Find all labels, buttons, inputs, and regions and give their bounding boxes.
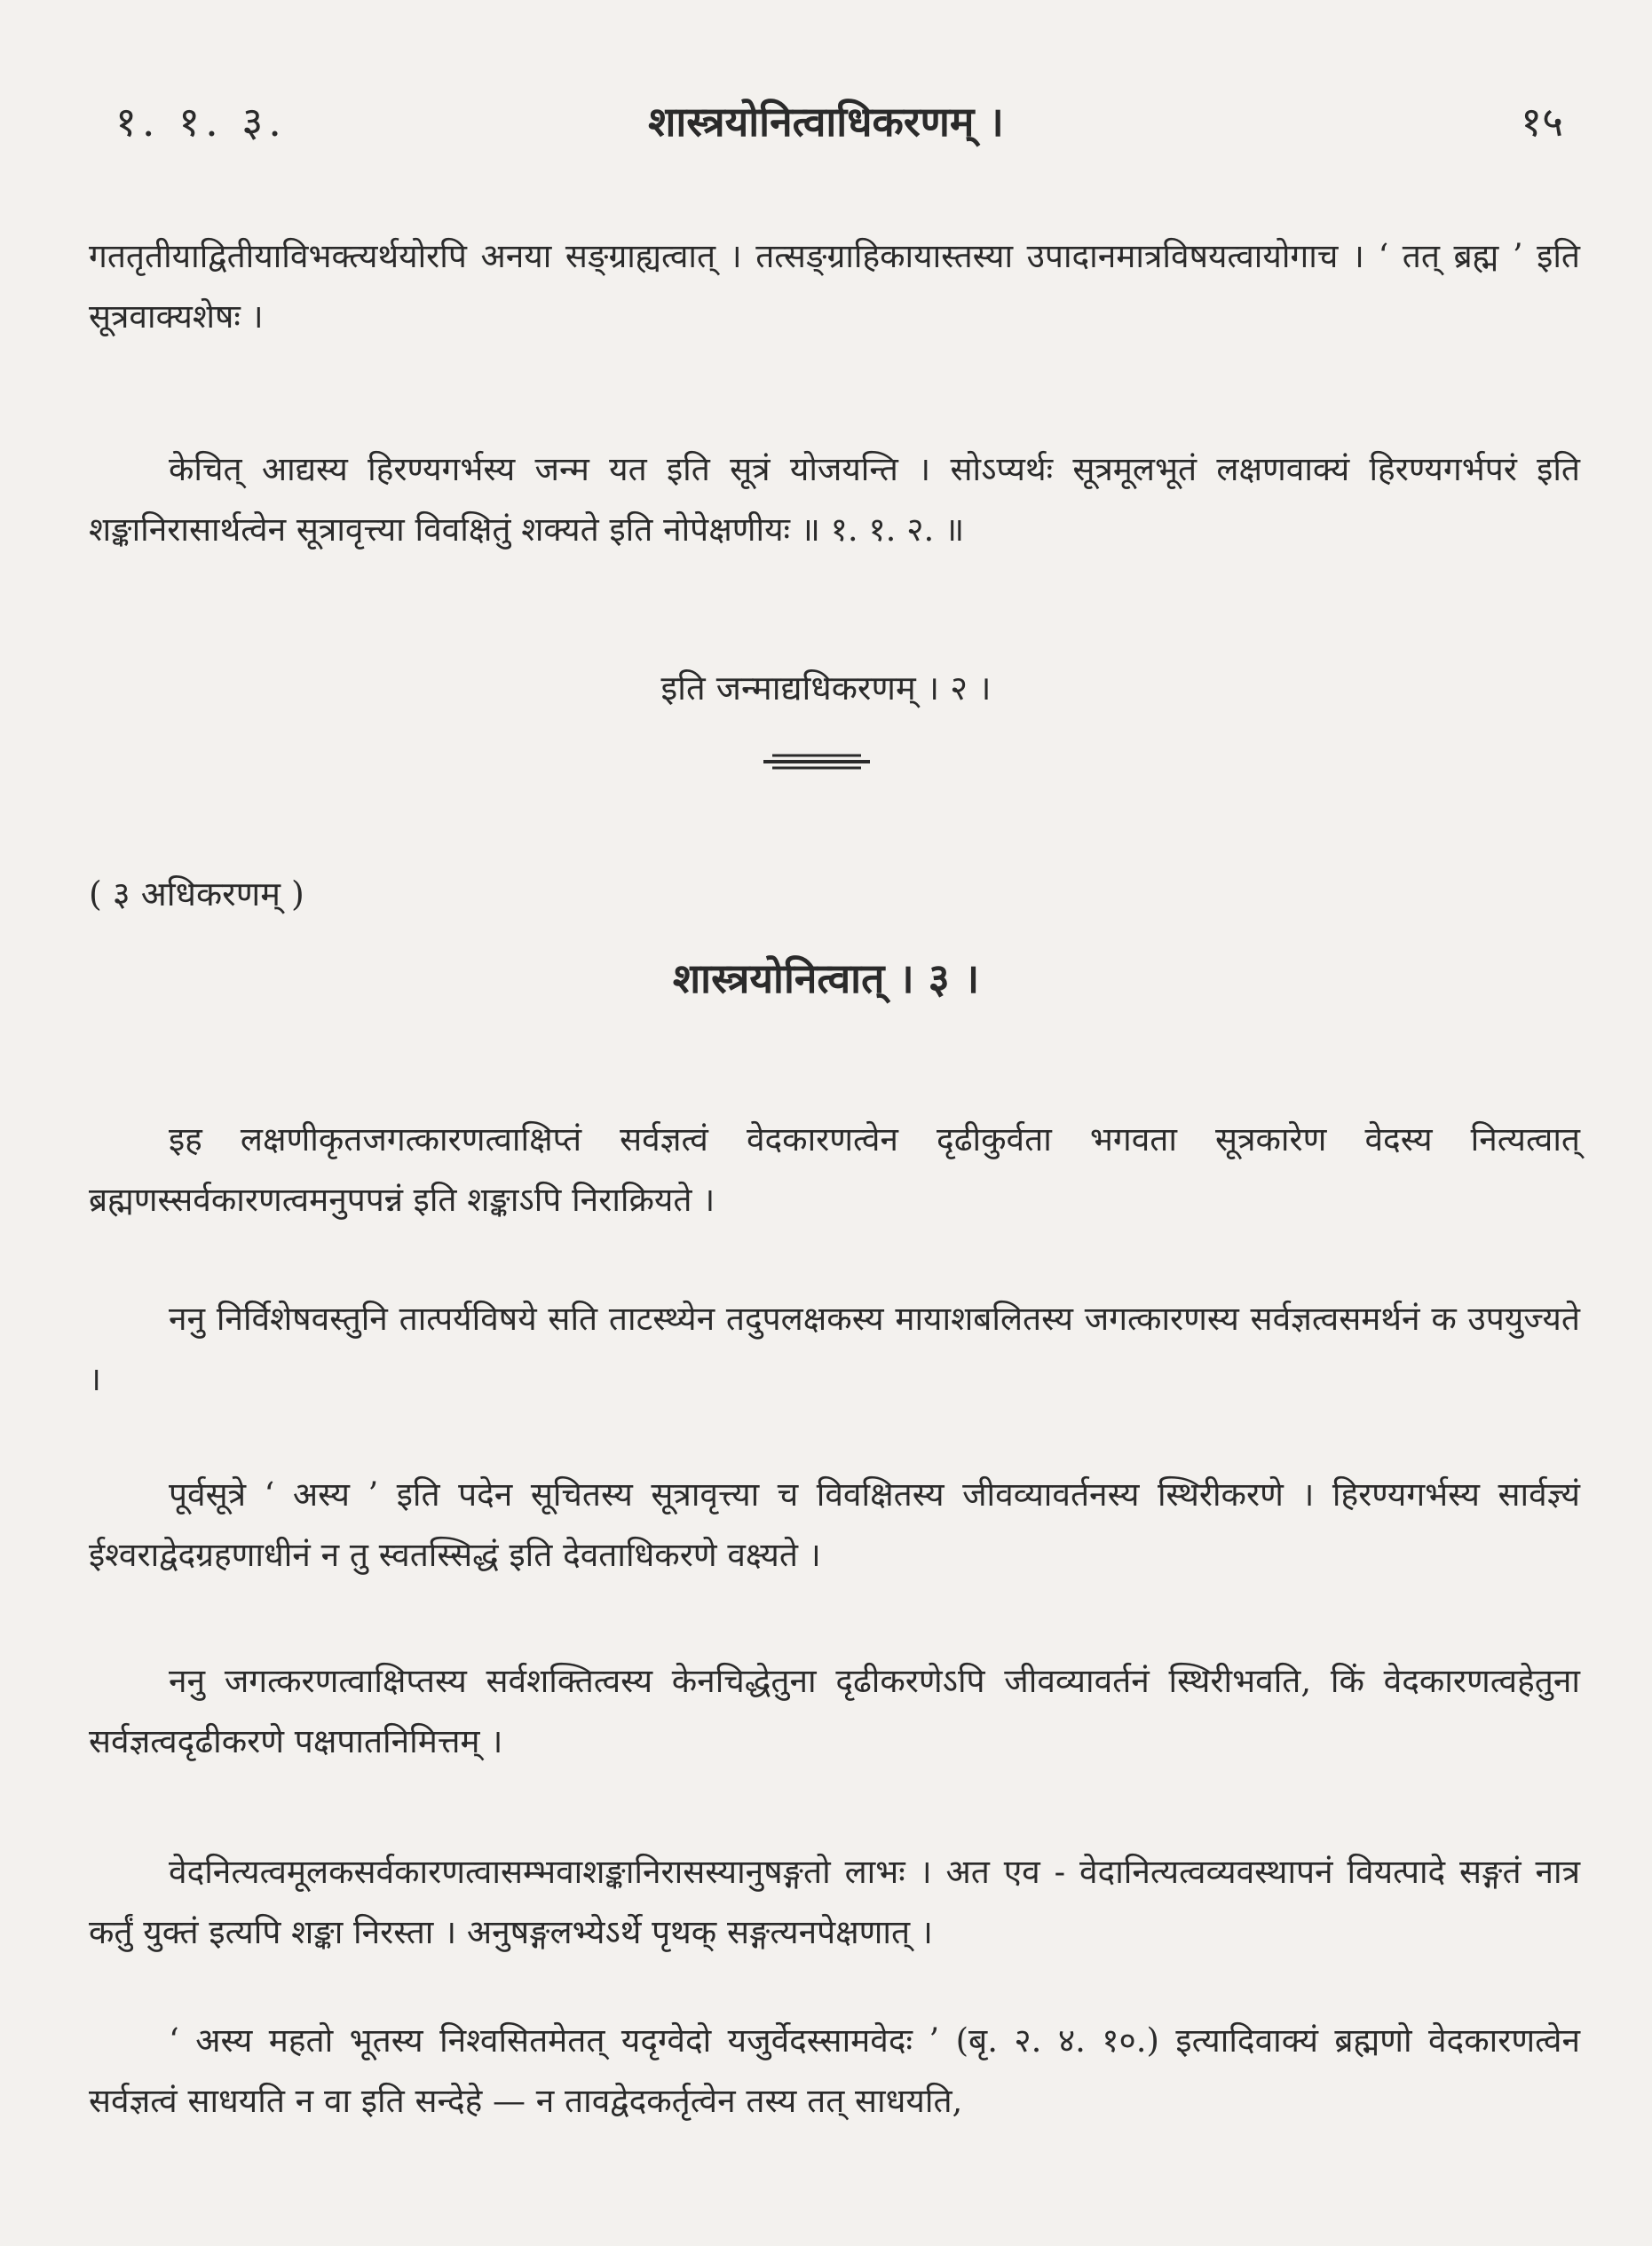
page-number: १५: [1521, 98, 1563, 146]
adhikarana-label: ( ३ अधिकरणम् ): [89, 874, 304, 913]
paragraph-1: गततृतीयाद्वितीयाविभक्त्यर्थयोरपि अनया सङ्ग्राह्यत्वात् । तत्सङ्ग्राहिकायास्तस्या उपादानमात्रविषयत्वायोगाच । ‘ तत् ब्रह्म ’ इति सूत्रवाक्यशेषः ।: [89, 237, 1580, 336]
paragraph-8: ‘ अस्य महतो भूतस्य निश्वसितमेतत् यदृग्वेदो यजुर्वेदस्सामवेदः ’ (बृ. २. ४. १०.) इत्यादिवाक्यं ब्रह्मणो वेदकारणत्वेन सर्वज्ञत्वं साधयति न वा इति सन्देहे — न तावद्वेदकर्तृत्वेन तस्य तत् साधयति,: [89, 2021, 1580, 2120]
page-header: [0, 93, 1652, 173]
running-title: शास्त्रयोनित्वाधिकरणम् ।: [648, 98, 1004, 146]
paragraph-7: वेदनित्यत्वमूलकसर्वकारणत्वासम्भवाशङ्कानिरासस्यानुषङ्गतो लाभः । अत एव - वेदानित्यत्वव्यवस्थापनं वियत्पादे सङ्गतं नात्र कर्तुं युक्तं इत्यपि शङ्का निरस्ता । अनुषङ्गलभ्येऽर्थे पृथक् सङ्गत्यनपेक्षणात् ।: [89, 1853, 1580, 1951]
paragraph-3: इह लक्षणीकृतजगत्कारणत्वाक्षिप्तं सर्वज्ञत्वं वेदकारणत्वेन दृढीकुर्वता भगवता सूत्रकारेण वेदस्य नित्यत्वात् ब्रह्मणस्सर्वकारणत्वमनुपपन्नं इति शङ्काऽपि निराक्रियते ।: [89, 1120, 1580, 1219]
sutra-reference: १. १. ३.: [115, 98, 287, 146]
paragraph-5: पूर्वसूत्रे ‘ अस्य ’ इति पदेन सूचितस्य सूत्रावृत्त्या च विवक्षितस्य जीवव्यावर्तनस्य स्थिरीकरणे । हिरण्यगर्भस्य सार्वज्ञ्यं ईश्वराद्वेदग्रहणाधीनं न तु स्वतस्सिद्धं इति देवताधिकरणे वक्ष्यते ।: [89, 1475, 1580, 1574]
section-end-label: इति जन्माद्यधिकरणम् । २ ।: [660, 668, 992, 708]
paragraph-6: ननु जगत्करणत्वाक्षिप्तस्य सर्वशक्तित्वस्य केनचिद्धेतुना दृढीकरणेऽपि जीवव्यावर्तनं स्थिरीभवति, किं वेदकारणत्वहेतुना सर्वज्ञत्वदृढीकरणे पक्षपातनिमित्तम् ।: [89, 1662, 1580, 1760]
divider-ornament: [763, 748, 870, 775]
paragraph-2: केचित् आद्यस्य हिरण्यगर्भस्य जन्म यत इति सूत्रं योजयन्ति । सोऽप्यर्थः सूत्रमूलभूतं लक्षणवाक्यं हिरण्यगर्भपरं इति शङ्कानिरासार्थत्वेन सूत्रावृत्त्या विवक्षितुं शक्यते इति नोपेक्षणीयः ॥ १. १. २. ॥: [89, 450, 1580, 549]
sutra-heading: शास्त्रयोनित्वात् । ३ ।: [672, 954, 980, 1002]
paragraph-4: ननु निर्विशेषवस्तुनि तात्पर्यविषये सति ताटस्थ्येन तदुपलक्षकस्य मायाशबलितस्य जगत्कारणस्य सर्वज्ञत्वसमर्थनं क उपयुज्यते ।: [89, 1300, 1580, 1398]
